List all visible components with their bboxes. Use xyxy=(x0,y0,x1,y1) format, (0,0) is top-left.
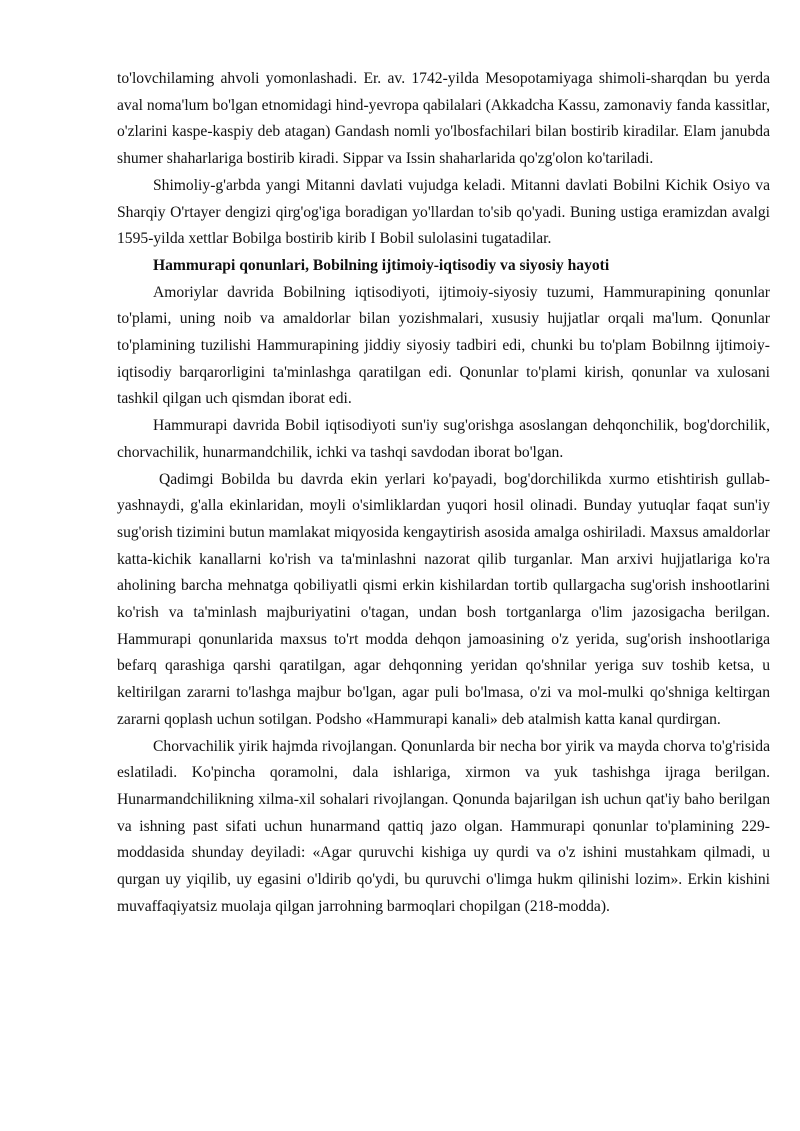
paragraph-continuation: to'lovchilaming ahvoli yomonlashadi. Er. av. 1742-yilda Mesopotamiyaga shimoli-sharqdan bu yerda aval noma'lum bo'lgan etnomidagi hind-yevropa qabilalari (Akkadcha Kassu, zamonaviy fanda kassitlar, o'zlarini kaspe-kaspiy deb atagan) Gandash nomli yo'lbosfachilari bilan bostirib kiradilar. Elam janubda shumer shaharlariga bostirib kiradi. Sippar va Issin shaharlarida qo'zg'olon ko'tariladi. xyxy=(117,70,770,168)
paragraph-livestock: Chorvachilik yirik hajmda rivojlangan. Qonunlarda bir necha bor yirik va mayda chorva to'g'risida eslatiladi. Ko'pincha qoramolni, dala ishlariga, xirmon va yuk tashishga ijraga berilgan. Hunarmandchilikning xilma-xil sohalari rivojlangan. Qonunda bajarilgan ish uchun qat'iy baho berilgan va ishning past sifati uchun hunarmand qattiq jazo olgan. Hammurapi qonunlar to'plamining 229-moddasida shunday deyiladi: «Agar quruvchi kishiga uy qurdi va o'z ishini mustahkam qilmadi, u qurgan uy yiqilib, uy egasini o'ldirib qo'ydi, bu quruvchi o'limga hukm qilinishi lozim». Erkin kishini muvaffaqiyatsiz muolaja qilgan jarrohning barmoqlari chopilgan (218-modda). xyxy=(117,737,770,915)
section-heading: Hammurapi qonunlari, Bobilning ijtimoiy-iqtisodiy va siyosiy hayoti xyxy=(153,256,610,274)
document-page xyxy=(117,66,770,921)
paragraph-economy: Hammurapi davrida Bobil iqtisodiyoti sun'iy sug'orishga asoslangan dehqonchilik, bog'dorchilik, chorvachilik, hunarmandchilik, ichki va tashqi savdodan iborat bo'lgan. xyxy=(117,417,770,461)
paragraph-irrigation: Qadimgi Bobilda bu davrda ekin yerlari ko'payadi, bog'dorchilikda xurmo etishtirish gullab-yashnaydi, g'alla ekinlaridan, moyli o'simliklardan yuqori hosil olinadi. Bunday yutuqlar faqat sun'iy sug'orish tizimini butun mamlakat miqyosida kengaytirish asosida amalga oshiriladi. Maxsus amaldorlar katta-kichik kanallarni ko'rish va ta'minlashni nazorat qilib turganlar. Man arxivi hujjatlariga ko'ra aholining barcha mehnatga qobiliyatli qismi erkin kishilardan tortib qullargacha sug'orish inshootlarini ko'rish va ta'minlash majburiyatini o'tagan, undan bosh tortganlarga o'lim jazosigacha berilgan. Hammurapi qonunlarida maxsus to'rt modda dehqon jamoasining o'z yerida, sug'orish inshootlariga befarq qarashiga qarshi qaratilgan, agar dehqonning yeridan qo'shnilar yeriga suv toshib ketsa, u keltirilgan zararni to'lashga majbur bo'lgan, agar puli bo'lmasa, o'zi va mol-mulki qo'shniga keltirgan zararni qoplash uchun sotilgan. Podsho «Hammurapi kanali» deb atalmish katta kanal qurdirgan. xyxy=(117,470,770,728)
paragraph-mitanni: Shimoliy-g'arbda yangi Mitanni davlati vujudga keladi. Mitanni davlati Bobilni Kichik Osiyo va Sharqiy O'rtayer dengizi qirg'og'iga boradigan yo'llardan to'sib qo'yadi. Buning ustiga eramizdan avalgi 1595-yilda xettlar Bobilga bostirib kirib I Bobil sulolasini tugatadilar. xyxy=(117,176,770,248)
paragraph-amoriylar: Amoriylar davrida Bobilning iqtisodiyoti, ijtimoiy-siyosiy tuzumi, Hammurapining qonunlar to'plami, uning noib va amaldorlar bilan yozishmalari, xususiy hujjatlar orqali ma'lum. Qonunlar to'plamining tuzilishi Hammurapining jiddiy siyosiy tadbiri edi, chunki bu to'plam Bobilnng ijtimoiy-iqtisodiy barqarorligini ta'minlashga qaratilgan edi. Qonunlar to'plami kirish, qonunlar va xulosani tashkil qilgan uch qismdan iborat edi. xyxy=(117,283,770,408)
